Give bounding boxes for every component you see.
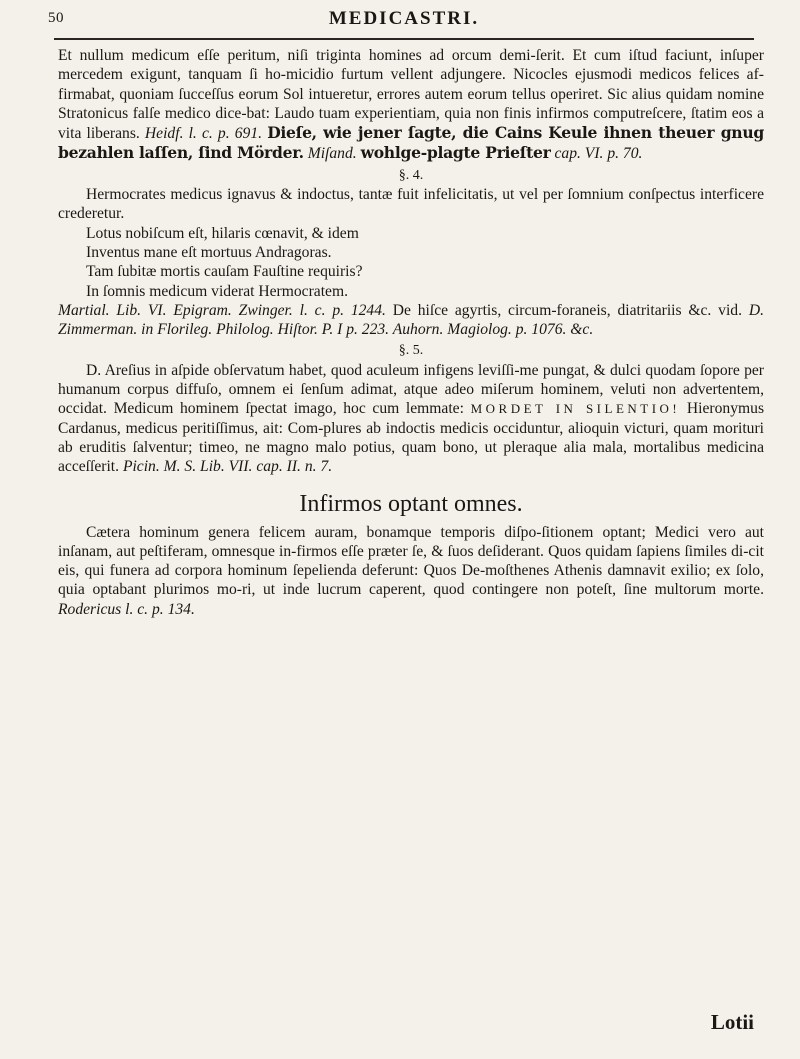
citation: Heidf. l. c. p. 691. — [144, 125, 263, 143]
body-text — [58, 46, 764, 619]
citation: Zwinger. l. c. p. 1244. — [238, 301, 386, 319]
german-text: Dieſe, wie jener ſagte, die Cains Keule ihnen theuer gnug bezahlen laſſen, ſind Mörder. — [58, 123, 764, 163]
verse-line: In ſomnis medicum viderat Hermocratem. — [86, 282, 348, 300]
section-number: §. 4. — [398, 167, 424, 183]
motto: MORDET IN SILENTIO! — [470, 401, 681, 417]
german-text: wohlge-plagte Prieſter — [360, 143, 551, 163]
paragraph-2: Hermocrates medicus ignavus & indoctus, tantæ fuit infelicitatis, ut vel per ſomnium conſpectus interficere crederetur. — [58, 186, 764, 223]
section-heading: Infirmos optant omnes. — [299, 490, 523, 517]
paragraph-5: Cætera hominum genera felicem auram, bonamque temporis diſpo-ſitionem optant; Medici vero aut inſanam, aut peſtiferam, omnesque in-firmos eſſe præter ſe, & ſuos deſiderant. Quos quidam ſapiens ſimiles di-cit eis, qui funera ad corpora hominum ſepelienda deferunt: Quos De-moſthenes Athenis damnavit exilio; ex ſolo, quia optabant plurimos mo-ri, ut inde lucrum caperent, quod contingere non poteſt, ſine multorum morte. Rodericus l. c. p. 134. — [58, 523, 764, 618]
section-number: §. 5. — [398, 343, 424, 359]
page-number: 50 — [48, 10, 64, 26]
paragraph-3: Martial. Lib. VI. Epigram. Zwinger. l. c. p. 1244. De hiſce agyrtis, circum-foraneis, diatritariis &c. vid. D. Zimmerman. in Florileg. Philolog. Hiſtor. P. I p. 223. Auhorn. Magiolog. p. 1076. &c. — [58, 301, 764, 339]
catchword: Lotii — [710, 1010, 754, 1034]
citation: Rodericus l. c. p. 134. — [58, 600, 195, 618]
citation: Picin. M. S. Lib. VII. cap. II. n. 7. — [122, 458, 333, 476]
citation: Martial. Lib. VI. Epigram. — [58, 301, 232, 319]
verse-line: Tam ſubitæ mortis cauſam Fauſtine requiris? — [86, 263, 363, 281]
paragraph-4: D. Areſius in aſpide obſervatum habet, quod aculeum infigens leviſſi-me pungat, & dulci quodam ſopore per humanum corpus diffuſo, omnem ei ſenſum adimat, atque adeo miſerum hominem, veluti non advertentem, occidat. Medicum hominem ſpectat imago, hoc cum lemmate: MORDET IN SILENTIO! Hieronymus Cardanus, medicus peritiſſimus, ait: Com-plures ab indoctis medicis occiduntur, alioquin victuri, quam morituri ab eruditis ſalventur; timeo, ne magno malo potius, quam bono, ut pleraque alia mala, mortalibus medicina acceſſerit. Picin. M. S. Lib. VII. cap. II. n. 7. — [58, 361, 765, 476]
paragraph-1: Et nullum medicum eſſe peritum, niſi triginta homines ad orcum demi-ſerit. Et cum iſtud faciunt, inſuper mercedem exigunt, tanquam ſi ho-micidio furtum vellent adjungere. Nicocles ejusmodi medicos felices af-firmabat, quoniam ſucceſſus eorum Sol intueretur, errores autem eorum tellus operiret. Sic alius quidam nomine Stratonicus falſe medico dice-bat: Laudo tuam experientiam, quia non finis infirmos computreſcere, ſtatim eos a vita liberans. Heidf. l. c. p. 691. Dieſe, wie jener ſagte, die Cains Keule ihnen theuer gnug bezahlen laſſen, ſind Mörder. Miſand. wohlge-plagte Prieſter cap. VI. p. 70. — [58, 47, 764, 163]
verse-line: Lotus nobiſcum eſt, hilaris cœnavit, & idem — [86, 224, 359, 242]
citation: cap. VI. p. 70. — [554, 145, 643, 163]
citation: D. Zimmerman. in Florileg. Philolog. Hiſtor. P. I p. 223. Auhorn. Magiolog. p. 1076. &c. — [58, 301, 764, 339]
header-rule — [54, 38, 754, 40]
verse-line: Inventus mane eſt mortuus Andragoras. — [86, 243, 332, 261]
citation: Miſand. — [307, 145, 357, 163]
running-head — [48, 6, 760, 32]
running-title: MEDICASTRI. — [328, 8, 480, 29]
